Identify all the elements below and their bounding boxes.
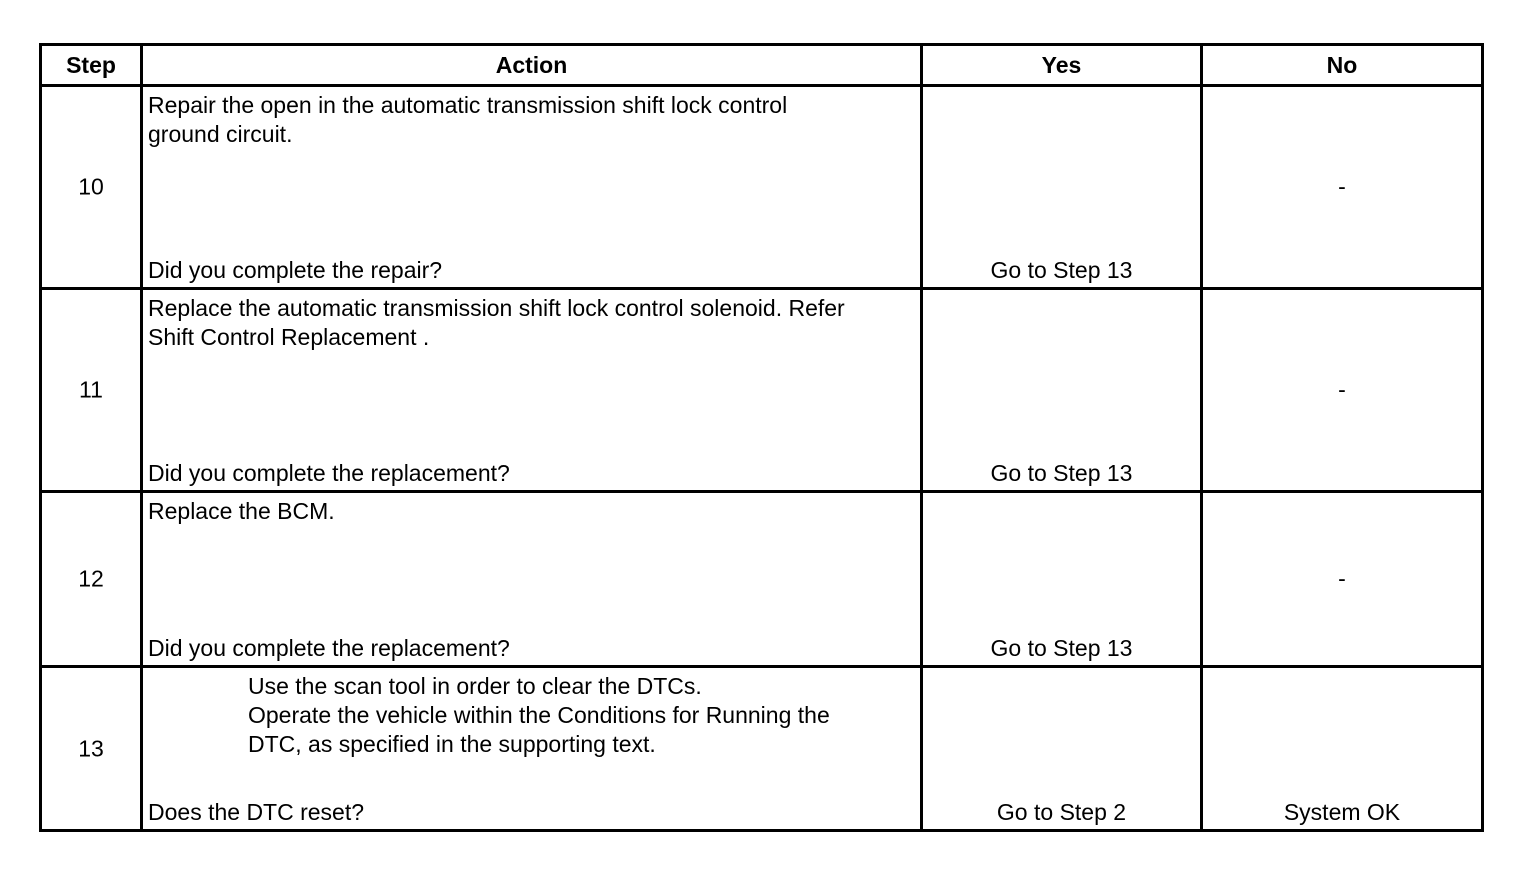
no-result: - <box>1338 173 1346 200</box>
action-cell <box>142 667 922 831</box>
diagnostic-table <box>39 43 1484 832</box>
header-yes: Yes <box>922 45 1202 86</box>
header-row <box>41 45 1483 86</box>
step-number: 11 <box>79 376 103 403</box>
header-step: Step <box>41 45 142 86</box>
step-cell <box>41 289 142 492</box>
no-result: System OK <box>1283 799 1401 825</box>
header-action: Action <box>142 45 922 86</box>
action-text <box>248 672 912 759</box>
no-cell <box>1202 492 1483 667</box>
yes-result: Go to Step 13 <box>990 257 1133 283</box>
table-row <box>41 289 1483 492</box>
table-row <box>41 86 1483 289</box>
step-cell <box>41 667 142 831</box>
action-question: Does the DTC reset? <box>148 799 365 825</box>
step-cell <box>41 492 142 667</box>
no-cell <box>1202 86 1483 289</box>
action-line: Replace the BCM. <box>148 498 335 524</box>
action-line: Use the scan tool in order to clear the DTCs. <box>248 673 702 699</box>
yes-cell <box>922 492 1202 667</box>
action-question: Did you complete the replacement? <box>148 460 510 486</box>
yes-cell <box>922 86 1202 289</box>
step-number: 13 <box>78 735 104 761</box>
yes-cell <box>922 667 1202 831</box>
action-text <box>148 294 912 352</box>
action-line: Repair the open in the automatic transmission shift lock control <box>148 92 788 118</box>
action-text <box>148 497 912 526</box>
action-line: DTC, as specified in the supporting text. <box>248 731 656 757</box>
step-cell <box>41 86 142 289</box>
step-number: 12 <box>78 565 104 592</box>
yes-result: Go to Step 13 <box>990 635 1133 661</box>
no-result: - <box>1338 376 1346 403</box>
action-question: Did you complete the replacement? <box>148 635 510 661</box>
action-line: ground circuit. <box>148 121 293 147</box>
action-line: Operate the vehicle within the Conditions for Running the <box>248 702 830 728</box>
action-cell <box>142 492 922 667</box>
yes-result: Go to Step 2 <box>996 799 1127 825</box>
action-question: Did you complete the repair? <box>148 257 443 283</box>
yes-cell <box>922 289 1202 492</box>
header-no: No <box>1202 45 1483 86</box>
action-cell <box>142 289 922 492</box>
table-row <box>41 667 1483 831</box>
action-line: Shift Control Replacement . <box>148 324 430 350</box>
yes-result: Go to Step 13 <box>990 460 1133 486</box>
step-number: 10 <box>78 173 104 200</box>
no-cell <box>1202 667 1483 831</box>
no-result: - <box>1338 565 1346 592</box>
no-cell <box>1202 289 1483 492</box>
action-cell <box>142 86 922 289</box>
action-line: Replace the automatic transmission shift lock control solenoid. Refer <box>148 295 845 321</box>
action-text <box>148 91 912 149</box>
table-row <box>41 492 1483 667</box>
